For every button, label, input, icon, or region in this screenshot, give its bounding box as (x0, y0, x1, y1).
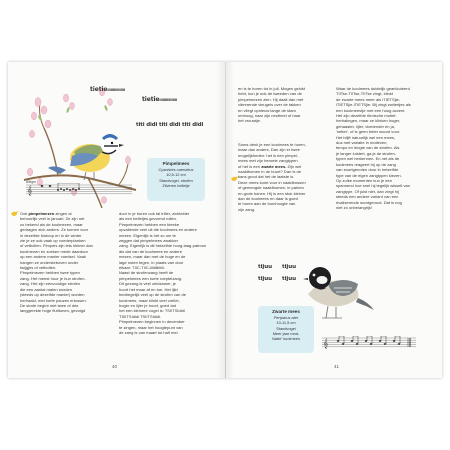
staff-tempo: Allegro (26, 180, 36, 184)
infobox-line: Natte' koolmees (272, 336, 300, 342)
infobox-title: Pimpelmees (162, 161, 190, 166)
right-column-2: Waar de koolmees duidelijk gearticuleerd TIITse-TIITse-TIITse zingt, klinkt de zwarte mees meer als iTIETSjie- iTIETSjie-iTIETSjie. Bij zingt zwitertjes als een koolmeestje met een hoog accent. Het zijn dezelfde ritmische motief- herhalingen, maar ze klinken hoger, gehaaster, lijler, vloeiender en ja, 'netter', of is geen beter woord voor. Het blijft natuurlijk wel een mees, dus met variatie in motieven, tempo en lengte van de strofen. Als je langer luistert, ga je de strofen- typen wel herkennen. En net als de koolmees reageert hij op de zang van soortgenoten door in hetzelfde type van de eigen zangtypen kiezen. Op zulke momenten kun je een spannend hoe snel hij tegelijk wisselt van zangtype. Of juist niet, dan zingt hij steeds een andere variant van een rivaliserende soortgenoot. Dat is nog niet zo onbelangrijk! (336, 86, 411, 210)
blue-tit-bird (48, 134, 124, 180)
infobox-line: Standvogel, strofen (159, 177, 193, 183)
song-notation-top-1: tietieiiiiiiiiiiiiiiii (90, 86, 125, 93)
svg-text:𝄞: 𝄞 (323, 339, 329, 349)
song-notation-top-2: tietieiiiiiiiiiiiiiiii (142, 96, 177, 103)
song-label: tijuu (258, 264, 272, 270)
song-label: tijuu (282, 264, 296, 270)
svg-text:𝄞: 𝄞 (27, 186, 33, 196)
music-staff-left (26, 180, 134, 196)
song-notation-calls: titi didi titi didi titi didi (136, 122, 204, 128)
infobox-line: Meer jaar rond- (272, 330, 300, 336)
right-column-1-b: Soms denk je een koolmees te horen, maar dan anders. Dan zijn er twee mogelijkheden: het is een pimpel- mees met zijn beroete zangtypen of het is een zwarte mees. Zijn wel naaldbomen in de buurt? Dan is de kans groot dat het de laatste is. Deze mees komt voor in naaldbossen of gemengde naaldbomen, in parken en grote tuinen. Hij is een stuk kleiner dan de koolmees en daar is goed te horen aan de toonhoogte van zijn zang. (238, 142, 306, 212)
infobox-line: Standvogel (276, 325, 296, 331)
yellow-bird-icon (10, 210, 20, 217)
right-column-1-a: en is te horen tot in juli. Mogen gelukt hebt, kun je ook de tweeden van de pimpelmezen zien. Hij daalt dan met vibrerende vleugels over de takken en vliegt opnieuw lange de stam omhoog, naar zijn nestheel of naar het vrouwtje. (238, 86, 306, 124)
infobox-title: Zwarte mees (272, 309, 300, 314)
book-gutter (225, 62, 226, 378)
song-label: tijuu (282, 276, 296, 282)
infobox-line: 10-11,5 cm (276, 320, 296, 326)
gutter-shadow-left (217, 62, 225, 378)
left-column-2: door in je buren ook tal triller, zichtelder als een belletjes gevormd rollen. Pimpelmezen hebben een bleeke opvallende veel uit die koolmees en andere mezen. Eigenlijk is het zo om te zeggen dat pimpelmees zwakker zang. Eigenlijk is dit hetzelfde hoog-laag-patroon als dat van de koolmees en andere mezen, maar dan met de hoge en de lage noten tegen, in plaats van door elkaar: TIIC-TIIC-iiiiiiiiiiiiiii. Naast de strofenzang heeft de pimpelmees een korte roeptelzang. Dit gezang is veel zeldzamer, je hoort het maar af en toe. Het lijkt bedriegelijk veel op de strofen van de koolmees, maar klinkt veel vreller, hoger en iijler je hoort, goed dat het een kleinere vogel is: TSIITSIdidi TSIITSIdidi TSIITSIdidi. Pimpelmezen beginnen in december te zingen, maar het hoogtepunt van de zang is van maart tot half mei. (119, 211, 207, 335)
music-staff-right (322, 336, 418, 350)
page-number-left: 40 (112, 364, 118, 369)
species-infobox-pimpelmees (147, 158, 205, 201)
infobox-line: Zilveren belletje (162, 182, 190, 188)
infobox-line: Periparus ater (273, 315, 299, 320)
infobox-line: 10,5-12 cm (166, 172, 186, 178)
species-infobox-zwarte-mees (258, 306, 314, 353)
gutter-shadow-right (226, 62, 234, 378)
page-number-right: 41 (334, 364, 340, 369)
infobox-line: Cyanistes caeruleus (158, 167, 194, 172)
song-label: tijuu (258, 276, 272, 282)
left-column-1: Ook pimpelmezen zingen al behoorlijk veel in januari. Ze zijn net zo bekend als de koolmezen, maar gedragen zich anders. Ze komen voor in dezelfde biotoop en in de winter zie je ze ook vaak op voederplanken of vetbollen. Pimpels zijn iets kleiner dan koolmezen en zoeken mede daardoor op een andere manier voedsel. Vaak hangen ze ondersteboven onder twijgjes of vetbollen. Pimpelmezen hebben twee typen zang. Het meest hoor je hun strofen- zang. Het zijn eenvoudige strofen die een aantal malen worden (steeds op dezelfde manier) worden herhaald, met korte pauzes ertussen. De strofe begint met twee of drie langgerekte hoge fluittonen, gevolgd (20, 211, 93, 314)
